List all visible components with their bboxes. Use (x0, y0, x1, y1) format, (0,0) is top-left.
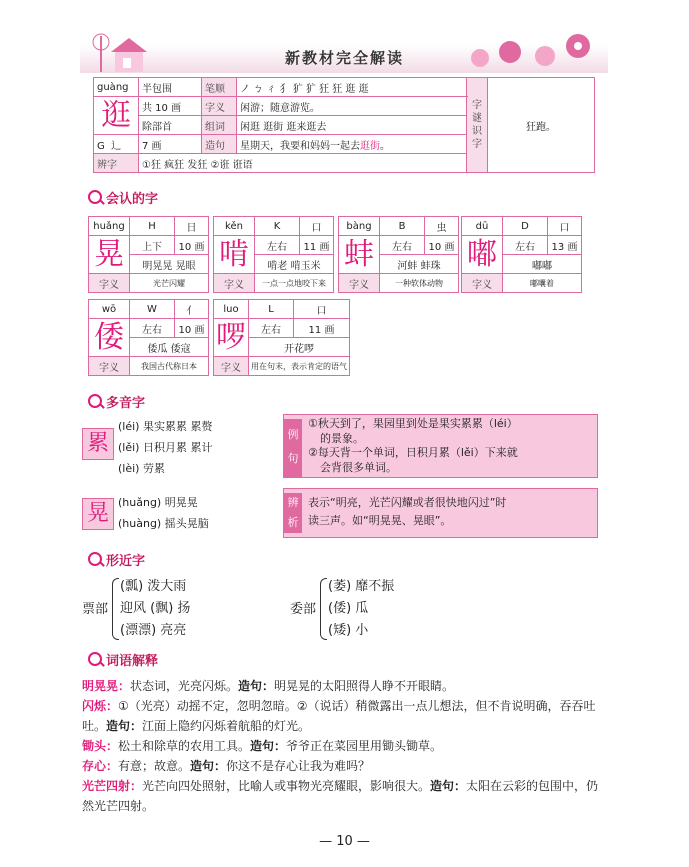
card-meaning: 用在句末，表示肯定的语气 (249, 357, 350, 376)
riddle: 狂跑。 (488, 78, 595, 173)
analysis-tag: 辨 析 (284, 493, 302, 533)
card-char: 倭 (94, 319, 124, 355)
card-strokes: 11 画 (300, 236, 334, 255)
card-words: 河蚌 蚌珠 (380, 255, 459, 274)
card-words: 明晃晃 晃眼 (130, 255, 209, 274)
card-meaning: 一点一点地咬下来 (255, 274, 334, 293)
card-meaning: 我国古代称日本 (130, 357, 209, 376)
char-card (213, 216, 334, 293)
sentence-highlight: 逛街 (360, 140, 380, 152)
card-meaning-label: 字义 (89, 274, 130, 293)
brace (320, 578, 327, 640)
distinguish-label: 辨字 (94, 154, 139, 173)
card-meaning: 光芒闪耀 (130, 274, 209, 293)
card-words: 开花啰 (249, 338, 350, 357)
similar-group-1-label: 票部 (82, 602, 109, 617)
main-words: 闲逛 逛街 逛来逛去 (237, 116, 467, 135)
card-strokes: 13 画 (548, 236, 582, 255)
polyphone-char-1: 累 (82, 428, 114, 460)
vocab-item: 光芒四射：光芒向四处照射，比喻人或事物光亮耀眼，影响很大。造句：太阳在云彩的包围中，仍然光芒四射。 (82, 779, 599, 813)
main-structure: 半包围 (139, 78, 202, 97)
analysis-card: 辨 析 表示“明亮，光芒闪耀或者很快地闪过”时 读三声。如“明晃晃、晃眼”。 (283, 488, 598, 538)
card-structure: 上下 (130, 236, 175, 255)
recognize-section-title: 会认的字 (88, 188, 158, 207)
meaning-label: 字义 (202, 97, 237, 116)
char-card (213, 299, 350, 376)
card-char: 啃 (219, 236, 249, 272)
card-meaning-label: 字义 (89, 357, 130, 376)
header-title: 新教材完全解读 (284, 49, 404, 67)
main-strokes: 共 10 画 (139, 97, 202, 116)
vocab-item: 明晃晃：状态词，光亮闪烁。造句：明晃晃的太阳照得人睁不开眼睛。 (82, 679, 455, 693)
magnifier-icon (88, 652, 104, 668)
card-strokes: 10 画 (425, 236, 459, 255)
card-letter: K (255, 217, 300, 236)
card-radical: 口 (548, 217, 582, 236)
card-letter: H (130, 217, 175, 236)
vocab-section-title: 词语解释 (88, 650, 158, 669)
char-card (88, 216, 209, 293)
card-char: 晃 (94, 236, 124, 272)
card-char: 啰 (216, 319, 246, 355)
card-pinyin: kěn (214, 217, 255, 236)
card-meaning-label: 字义 (214, 357, 249, 376)
polyphone-readings-1: (léi) 果实累累 累赘 (lěi) 日积月累 累计 (lèi) 劳累 (118, 420, 213, 475)
card-structure: 左右 (130, 319, 175, 338)
magnifier-icon (88, 552, 104, 568)
similar-section-title: 形近字 (88, 550, 145, 569)
card-meaning: 一种软体动物 (380, 274, 459, 293)
distinguish: ①狂 疯狂 发狂 ②诳 诳语 (139, 154, 467, 173)
card-char: 蚌 (344, 236, 374, 272)
polyphone-section-title: 多音字 (88, 392, 145, 411)
stroke-order-label: 笔顺 (202, 78, 237, 97)
main-pinyin: guàng (94, 78, 139, 97)
example-card-1: 例 句 ①秋天到了，果园里到处是果实累累（léi） 的景象。 ②每天背一个单词，日积月累（lěi）下来就 会背很多单词。 (283, 414, 598, 478)
char-card (461, 216, 582, 293)
card-letter: L (249, 300, 294, 319)
card-pinyin: bàng (339, 217, 380, 236)
similar-group-1: (瓢) 泼大雨 迎风 (飘) 扬 (漂漂) 亮亮 (120, 579, 191, 638)
card-words: 倭瓜 倭寇 (130, 338, 209, 357)
card-strokes: 11 画 (294, 319, 350, 338)
card-letter: W (130, 300, 175, 319)
radical-letter: G (97, 140, 105, 152)
example-tag: 例 句 (284, 419, 302, 477)
card-radical: 口 (300, 217, 334, 236)
radical-ref: 除部首 (139, 116, 202, 135)
card-words: 嘟嘟 (503, 255, 582, 274)
similar-group-2: (萎) 靡不振 (倭) 瓜 (矮) 小 (328, 579, 395, 638)
magnifier-icon (88, 394, 104, 410)
radical: 辶 (111, 140, 122, 152)
char-card (88, 299, 209, 376)
page-number: — 10 — (319, 834, 370, 849)
card-meaning: 嘟囔着 (503, 274, 582, 293)
card-radical: 虫 (425, 217, 459, 236)
similar-group-2-label: 委部 (290, 602, 317, 617)
stroke-order: ノ ㄅ ㄔ 犭 犷 犷 狂 狂 逛 逛 (237, 78, 467, 97)
vocab-list (82, 676, 610, 816)
card-pinyin: wō (89, 300, 130, 319)
card-radical: 亻 (175, 300, 209, 319)
card-letter: D (503, 217, 548, 236)
vocab-item: 锄头：松土和除草的农用工具。造句：爷爷正在菜园里用锄头锄草。 (82, 739, 443, 753)
char-card (338, 216, 459, 293)
card-structure: 左右 (380, 236, 425, 255)
card-words: 啃老 啃玉米 (255, 255, 334, 274)
polyphone-readings-2: (huǎng) 明晃晃 (huàng) 摇头晃脑 (118, 496, 209, 530)
main-sentence: 星期天，我要和妈妈一起去逛街。 (237, 135, 467, 154)
card-structure: 左右 (503, 236, 548, 255)
sentence-label: 造句 (202, 135, 237, 154)
card-strokes: 10 画 (175, 319, 209, 338)
card-pinyin: huǎng (89, 217, 130, 236)
main-char: 逛 (101, 97, 131, 133)
card-pinyin: luo (214, 300, 249, 319)
main-meaning: 闲游；随意游览。 (237, 97, 467, 116)
radical-strokes: 7 画 (139, 135, 202, 154)
card-radical: 口 (294, 300, 350, 319)
main-char-table (93, 77, 595, 173)
card-meaning-label: 字义 (462, 274, 503, 293)
card-pinyin: dū (462, 217, 503, 236)
card-radical: 日 (175, 217, 209, 236)
card-strokes: 10 画 (175, 236, 209, 255)
vocab-item: 存心：有意；故意。造句：你这不是存心让我为难吗？ (82, 759, 371, 773)
vocab-item: 闪烁：①（光亮）动摇不定，忽明忽暗。②（说话）稍微露出一点儿想法，但不肯说明确，吞吞吐吐。造句：江面上隐约闪烁着航船的灯光。 (82, 699, 596, 733)
card-meaning-label: 字义 (339, 274, 380, 293)
card-structure: 左右 (249, 319, 294, 338)
brace (112, 578, 119, 640)
card-structure: 左右 (255, 236, 300, 255)
card-letter: B (380, 217, 425, 236)
card-char: 嘟 (467, 236, 497, 272)
magnifier-icon (88, 190, 104, 206)
words-label: 组词 (202, 116, 237, 135)
riddle-label: 字谜识字 (467, 78, 488, 173)
card-meaning-label: 字义 (214, 274, 255, 293)
polyphone-char-2: 晃 (82, 498, 114, 530)
